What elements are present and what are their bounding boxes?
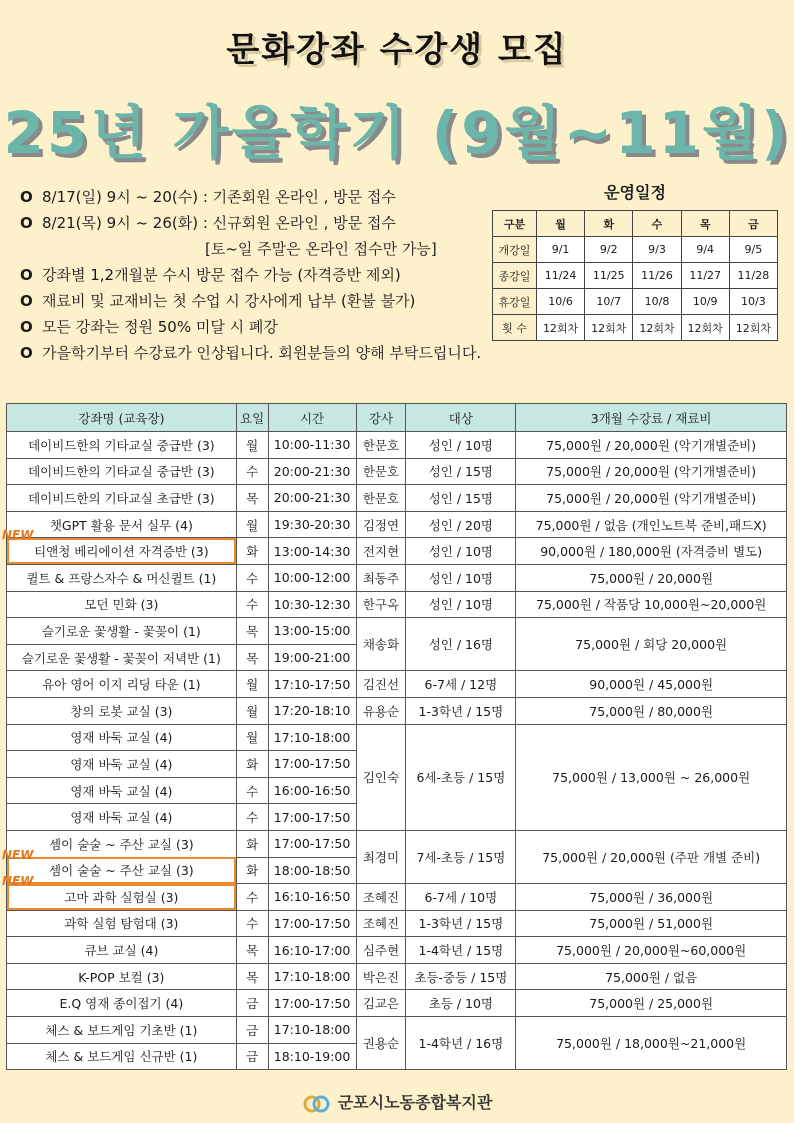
course-table	[2, 403, 787, 1070]
new-badge: NEW	[2, 874, 34, 889]
notice-item: O 재료비 및 교재비는 첫 수업 시 강사에게 납부 (환불 불가)	[20, 288, 500, 314]
course-row: 모던 민화 (3) 수 10:30-12:30 한구옥 성인 / 10명 75,000원 / 작품당 10,000원~20,000원	[7, 591, 787, 618]
course-header-row: 강좌명 (교육장) 요일 시간 강사 대상 3개월 수강료 / 재료비	[7, 404, 787, 432]
new-badge: NEW	[2, 847, 34, 862]
notice-list	[20, 184, 500, 366]
notice-item: O 강좌별 1,2개월분 수시 방문 접수 가능 (자격증반 제외)	[20, 262, 500, 288]
bullet-icon: O	[20, 214, 33, 232]
schedule-row: 개강일 9/1 9/2 9/3 9/4 9/5	[493, 237, 778, 263]
course-row: 체스 & 보드게임 신규반 (1) 금 18:10-19:00	[7, 1043, 787, 1070]
notice-subnote: [토~일 주말은 온라인 접수만 가능]	[205, 240, 437, 258]
course-row: 유아 영어 이지 리딩 타운 (1) 월 17:10-17:50 김진선 6-7세 / 12명 90,000원 / 45,000원	[7, 671, 787, 698]
footer	[0, 1090, 794, 1114]
bullet-icon: O	[20, 188, 33, 206]
course-row-new: NEW 티앤청 베리에이션 자격증반 (3) 화 13:00-14:30 전지현 성인 / 10명 90,000원 / 180,000원 (자격증비 별도)	[7, 538, 787, 565]
course-row: K-POP 보컬 (3) 목 17:10-18:00 박은진 초등-중등 / 15명 75,000원 / 없음	[7, 963, 787, 990]
bullet-icon: O	[20, 292, 33, 310]
notice-item: O 모든 강좌는 정원 50% 미달 시 폐강	[20, 314, 500, 340]
notice-item: O 가을학기부터 수강료가 인상됩니다. 회원분들의 양해 부탁드립니다.	[20, 340, 500, 366]
course-row: 영재 바둑 교실 (4) 수 16:00-16:50	[7, 777, 787, 804]
notice-item: O 8/21(목) 9시 ~ 26(화) : 신규회원 온라인 , 방문 접수	[20, 210, 500, 236]
course-row: 챗GPT 활용 문서 실무 (4) 월 19:30-20:30 김정연 성인 / 20명 75,000원 / 없음 (개인노트북 준비,패드X)	[7, 511, 787, 538]
course-row: 창의 로봇 교실 (3) 월 17:20-18:10 유용순 1-3학년 / 15명 75,000원 / 80,000원	[7, 697, 787, 724]
schedule-row: 휴강일 10/6 10/7 10/8 10/9 10/3	[493, 289, 778, 315]
new-badge: NEW	[2, 528, 34, 543]
course-row-new: NEW 셈이 술술 ~ 주산 교실 (3) 화 18:00-18:50	[7, 857, 787, 884]
notice-item: O 8/17(일) 9시 ~ 20(수) : 기존회원 온라인 , 방문 접수	[20, 184, 500, 210]
semester-title: 25년 가을학기 (9월~11월)	[3, 99, 791, 167]
schedule-title: 운영일정	[604, 183, 666, 202]
course-row: 셈이 술술 ~ 주산 교실 (3) 화 17:00-17:50 최경미 7세-초등 / 15명 75,000원 / 20,000원 (주판 개별 준비)	[7, 830, 787, 857]
bullet-icon: O	[20, 344, 33, 362]
schedule-row: 종강일 11/24 11/25 11/26 11/27 11/28	[493, 263, 778, 289]
bullet-icon: O	[20, 318, 33, 336]
bullet-icon: O	[20, 266, 33, 284]
course-row: 데이비드한의 기타교실 초급반 (3) 목 20:00-21:30 한문호 성인 / 15명 75,000원 / 20,000원 (악기개별준비)	[7, 485, 787, 512]
org-logo-icon	[302, 1094, 332, 1114]
course-row: 데이비드한의 기타교실 중급반 (3) 월 10:00-11:30 한문호 성인 / 10명 75,000원 / 20,000원 (악기개별준비)	[7, 432, 787, 459]
course-row: 영재 바둑 교실 (4) 월 17:10-18:00 김인숙 6세-초등 / 15명 75,000원 / 13,000원 ~ 26,000원	[7, 724, 787, 751]
course-row: E.Q 영재 종이접기 (4) 금 17:00-17:50 김교은 초등 / 10명 75,000원 / 25,000원	[7, 990, 787, 1017]
course-row: 큐브 교실 (4) 목 16:10-17:00 심주현 1-4학년 / 15명 75,000원 / 20,000원~60,000원	[7, 937, 787, 964]
course-row: 영재 바둑 교실 (4) 수 17:00-17:50	[7, 804, 787, 831]
org-name: 군포시노동종합복지관	[337, 1093, 493, 1112]
schedule-table	[492, 210, 778, 341]
schedule-header-row: 구분 월 화 수 목 금	[493, 211, 778, 237]
course-row: 퀼트 & 프랑스자수 & 머신퀼트 (1) 수 10:00-12:00 최동주 성인 / 10명 75,000원 / 20,000원	[7, 564, 787, 591]
poster-title: 문화강좌 수강생 모집	[226, 30, 568, 70]
course-row: 슬기로운 꽃생활 - 꽃꽂이 (1) 목 13:00-15:00 채송화 성인 / 16명 75,000원 / 회당 20,000원	[7, 618, 787, 645]
course-row: 과학 실험 탐험대 (3) 수 17:00-17:50 조혜진 1-3학년 / 15명 75,000원 / 51,000원	[7, 910, 787, 937]
course-row: 슬기로운 꽃생활 - 꽃꽂이 저녁반 (1) 목 19:00-21:00	[7, 644, 787, 671]
course-row: 체스 & 보드게임 기초반 (1) 금 17:10-18:00 권용순 1-4학년 / 16명 75,000원 / 18,000원~21,000원	[7, 1017, 787, 1044]
course-row: 데이비드한의 기타교실 중급반 (3) 수 20:00-21:30 한문호 성인 / 15명 75,000원 / 20,000원 (악기개별준비)	[7, 458, 787, 485]
schedule-row: 횟 수 12회차 12회차 12회차 12회차 12회차	[493, 315, 778, 341]
course-row: 영재 바둑 교실 (4) 화 17:00-17:50	[7, 751, 787, 778]
course-row-new: NEW 고마 과학 실험실 (3) 수 16:10-16:50 조혜진 6-7세 / 10명 75,000원 / 36,000원	[7, 884, 787, 911]
